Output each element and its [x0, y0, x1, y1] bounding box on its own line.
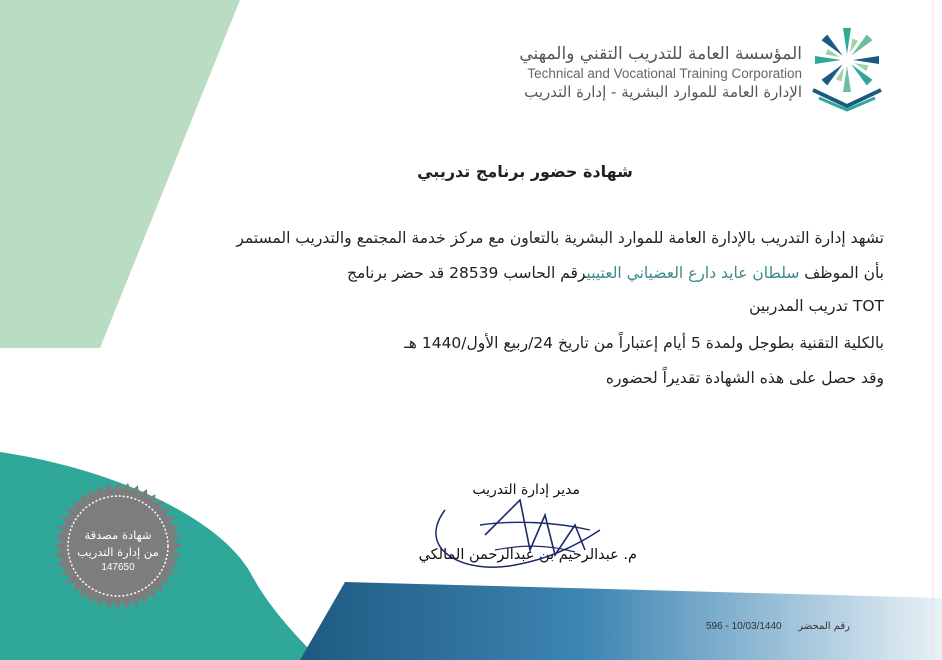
tvtc-logo-icon — [805, 20, 895, 112]
organization-header — [442, 44, 802, 101]
certificate-line-4: بالكلية التقنية بطوجل ولمدة 5 أيام إعتباراً من تاريخ 24/ربيع الأول/1440 هـ — [404, 334, 884, 352]
signatory-title: مدير إدارة التدريب — [472, 482, 580, 498]
handwritten-signature — [425, 470, 625, 580]
top-left-green-shape — [0, 0, 240, 348]
seal-text-line-2: من إدارة التدريب — [77, 545, 159, 559]
department-name: الإدارة العامة للموارد البشرية - إدارة التدريب — [524, 83, 802, 101]
seal-text-line-1: شهادة مصدقة — [84, 528, 152, 542]
org-name-english: Technical and Vocational Training Corporation — [527, 66, 802, 81]
certificate-line-1: تشهد إدارة التدريب بالإدارة العامة للموارد البشرية بالتعاون مع مركز خدمة المجتمع والتدريب المستمر — [236, 229, 884, 247]
seal-number: 147650 — [101, 562, 135, 573]
certificate-line-5: وقد حصل على هذه الشهادة تقديراً لحضوره — [605, 369, 884, 387]
record-number-label: رقم المحضر — [798, 621, 850, 632]
certificate-title: شهادة حضور برنامج تدريبي — [417, 162, 633, 181]
line2-suffix: رقم الحاسب 28539 قد حضر برنامج — [346, 264, 587, 282]
record-number-value: 596 - 10/03/1440 — [706, 621, 782, 632]
certificate-line-2 — [347, 264, 884, 282]
line2-prefix: بأن الموظف — [804, 264, 884, 282]
employee-name: سلطان عايد دارع العضياني العتيبي — [586, 264, 800, 282]
org-name-arabic: المؤسسة العامة للتدريب التقني والمهني — [519, 44, 802, 64]
program-name: TOT تدريب المدربين — [749, 297, 884, 315]
signatory-name: م. عبدالرحيم بن عبدالرحمن المالكي — [418, 547, 637, 563]
